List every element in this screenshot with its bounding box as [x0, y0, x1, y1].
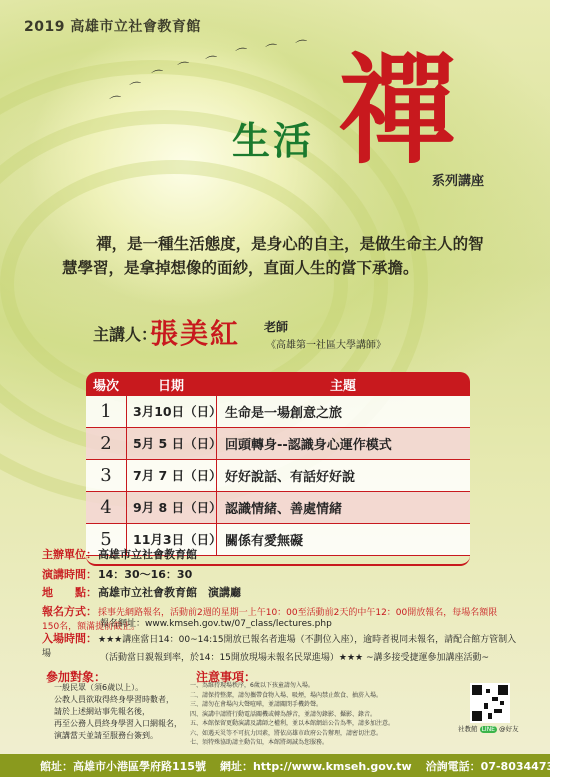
footer-bar — [0, 754, 588, 777]
table-row — [86, 460, 470, 492]
footer-address: 館址：高雄市小港區學府路115號 — [40, 759, 206, 773]
time-label: 演講時間： — [42, 568, 97, 581]
audience-heading: 參加對象： — [46, 670, 107, 684]
table-row — [86, 396, 470, 428]
register-label: 報名方式： — [42, 605, 97, 618]
intro-paragraph: 禪，是一種生活態度，是身心的自主，是做生命主人的智慧學習，是拿掉想像的面紗，直面人生的當下承擔。 — [62, 235, 484, 277]
audience-line: 演講當天並請至服務台簽到。 — [54, 731, 158, 740]
audience-line: 公教人員欲取得終身學習時數者， — [54, 695, 174, 704]
place-value: 高雄市立社會教育館 演講廳 — [98, 586, 241, 599]
bird-icon: ⌒ — [294, 38, 310, 54]
series-subtitle: 系列講座 — [432, 174, 485, 189]
session-topic: 關係有愛無礙 — [225, 534, 304, 549]
qr-code-icon[interactable] — [470, 683, 510, 723]
notes-list — [190, 681, 430, 748]
bird-icon: ⌒ — [204, 54, 220, 70]
life-title: 生活 — [232, 119, 315, 163]
line-icon: LINE — [481, 726, 495, 733]
place-label: 地 點： — [42, 586, 97, 599]
session-date: 5月 5 日（日） — [127, 428, 217, 459]
bird-icon: ⌒ — [264, 42, 280, 58]
header-date: 日期 — [157, 378, 184, 394]
speaker-org: 《高雄第一社區大學講師》 — [266, 340, 386, 351]
note-line: 三、請勿在會場內大聲喧嘩，並請關閉手機鈴聲。 — [190, 701, 323, 708]
session-number: 4 — [86, 492, 127, 523]
table-row — [86, 428, 470, 460]
social-label: 社教館 — [458, 725, 478, 733]
register-value: 採事先網路報名，活動前2週的星期一上午10：00至活動前2天的中午12：00開放報名，每場名額限150名，額滿提前截止。 — [42, 608, 498, 632]
speaker-name: 張美紅 — [150, 317, 241, 350]
register-link[interactable]: 報名網址：www.kmseh.gov.tw/07_class/lectures.php — [100, 619, 332, 629]
speaker-label: 主講人： — [93, 325, 158, 344]
zen-calligraphy-title: 禪 — [338, 41, 457, 180]
entry-label: 入場時間： — [42, 632, 97, 645]
schedule-table — [86, 372, 470, 566]
session-number: 1 — [86, 396, 127, 427]
organizer-title: 2019 高雄市立社會教育館 — [24, 19, 201, 35]
note-line: 四、演講中請將行動電話關機或轉為靜音，並請勿錄影、攝影、錄音。 — [190, 710, 377, 718]
bird-icon: ⌒ — [176, 60, 192, 76]
audience-line: 一般民眾（須6歲以上）。 — [54, 683, 144, 692]
audience-line: 請於上述網站事先報名後， — [54, 707, 150, 716]
session-topic: 認識情緒、善處情緒 — [225, 502, 343, 517]
footer-phone: 洽詢電話：07-8034473轉212 — [425, 759, 588, 773]
bird-icon: ⌒ — [234, 46, 250, 62]
place-line — [42, 584, 241, 600]
bird-icon: ⌒ — [128, 80, 144, 96]
header-session: 場次 — [92, 378, 119, 394]
schedule-header — [86, 372, 470, 396]
session-number: 5 — [86, 524, 127, 555]
note-line: 六、如遇天災等不可抗力因素，將依高雄市政府公告辦理，請密切注意。 — [190, 729, 383, 737]
session-number: 2 — [86, 428, 127, 459]
session-date: 3月10日（日） — [127, 396, 217, 427]
audience-list — [54, 682, 182, 742]
social-suffix: @好友 — [499, 725, 519, 733]
session-date: 9月 8 日（日） — [127, 492, 217, 523]
social-line-badge[interactable] — [458, 724, 519, 733]
entry-note: （活動當日親報到率，於14：15開放現場未報名民眾進場）★★★ ~講多接受捷運參加講座活動~ — [100, 653, 490, 663]
note-line: 一、為維持現場秩序，6歲以下孩童請勿入場。 — [190, 682, 314, 689]
audience-line: 再至公務人員終身學習入口網報名， — [54, 719, 182, 728]
header-topic: 主題 — [329, 378, 356, 394]
background-swirl — [0, 160, 348, 408]
session-topic: 生命是一場創意之旅 — [225, 406, 343, 421]
footer-website[interactable]: 網址：http://www.kmseh.gov.tw — [219, 759, 412, 773]
session-date: 7月 7 日（日） — [127, 460, 217, 491]
note-line: 五、本館保留更動演講及講師之權利，並以本館網站公告為準，請多加注意。 — [190, 720, 395, 727]
time-value: 14：30～16：30 — [98, 568, 193, 581]
notes-heading: 注意事項： — [196, 670, 257, 684]
organizer-value: 高雄市立社會教育館 — [98, 548, 197, 561]
entry-value: ★★★講座當日14：00~14:15開放已報名者進場（不劃位入座），逾時者視同未報名，請配合館方管制入場 — [42, 635, 517, 659]
organizer-line — [42, 546, 197, 562]
organizer-label: 主辦單位： — [42, 548, 97, 561]
bird-icon: ⌒ — [150, 68, 166, 84]
session-date: 11月3日（日） — [127, 524, 217, 555]
bird-icon: ⌒ — [108, 94, 124, 110]
table-row — [86, 492, 470, 524]
session-topic: 回頭轉身--認識身心運作模式 — [225, 438, 392, 453]
speaker-title: 老師 — [264, 320, 289, 334]
note-line: 二、請保持整潔，請勿攜帶食物入場、吸煙，場內禁止飲食、抽菸入場。 — [190, 691, 383, 699]
session-number: 3 — [86, 460, 127, 491]
note-line: 七、須特殊協助請主動告知，本館將竭誠為您服務。 — [190, 739, 329, 746]
time-line — [42, 566, 192, 582]
session-topic: 好好說話、有話好好說 — [225, 470, 356, 485]
